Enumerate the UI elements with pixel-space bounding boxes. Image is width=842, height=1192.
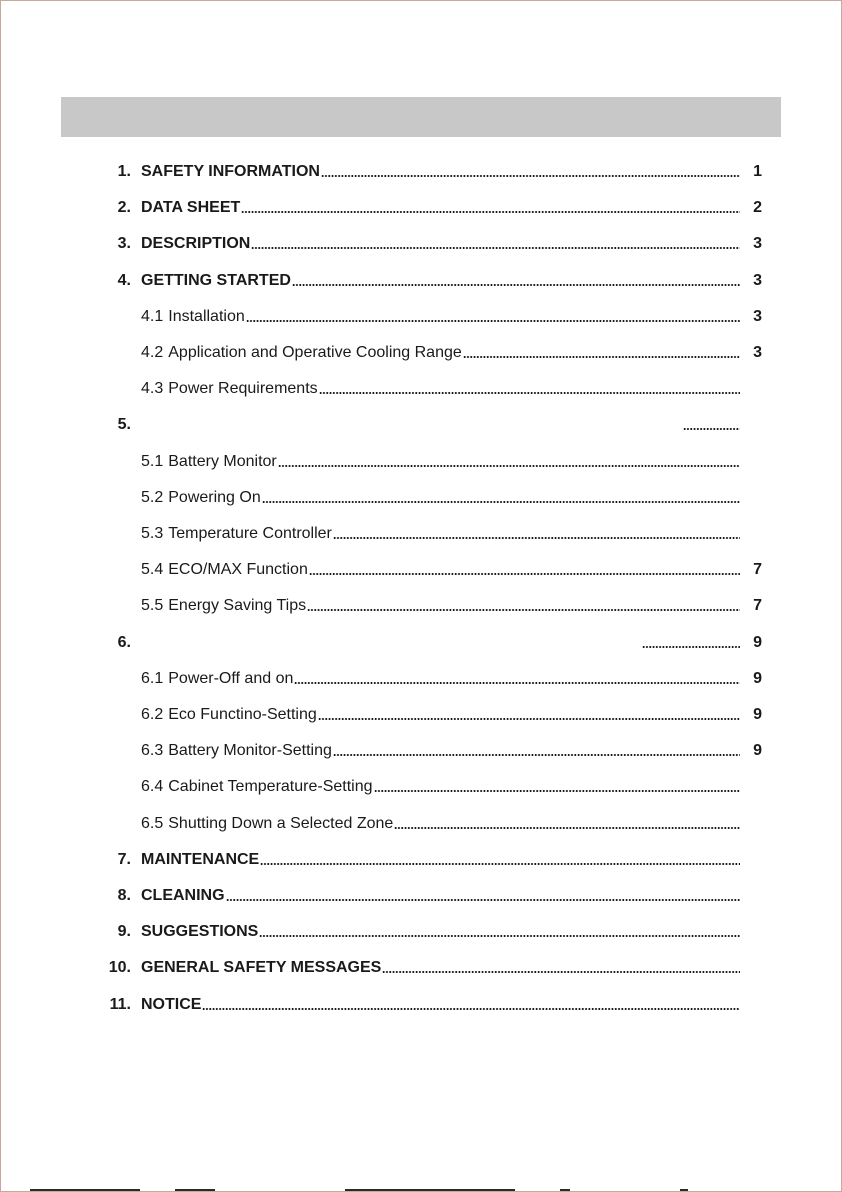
toc-entry-title: Power Requirements [168,380,318,398]
toc-entry-number: 5.1 [141,452,164,470]
toc-entry-title: Powering On [168,488,261,506]
toc-entry-page: 9 [753,669,762,687]
toc-entry-title: NOTICE [141,995,202,1013]
toc-entry-number: 4.2 [141,344,164,361]
toc-entry-title: Battery Monitor [168,452,277,470]
toc-entry-number: 6.1 [141,669,164,687]
toc-entry[interactable] [141,666,762,688]
toc-entry-number: 6.4 [141,778,164,796]
toc-entry-title: DATA SHEET [141,199,241,217]
toc-entry[interactable] [141,774,762,796]
toc-entry[interactable] [90,992,762,1014]
toc-entry[interactable] [141,738,762,760]
toc-entry-title: Battery Monitor-Setting [168,742,332,760]
toc-entry[interactable] [141,376,762,398]
toc-entry-page: 9 [753,706,762,723]
toc-entry[interactable] [141,485,762,507]
toc-entry[interactable] [90,630,762,652]
toc-entry-number: 5.5 [141,597,164,615]
dot-leader [259,935,740,937]
toc-entry-number: 10. [108,959,131,977]
toc-entry-title: MAINTENANCE [141,850,260,868]
toc-entry[interactable] [90,919,762,941]
dot-leader [309,573,740,575]
toc-entry-number: 2. [117,199,131,217]
toc-entry-number: 8. [117,887,131,904]
toc-entry-page: 9 [753,742,762,760]
toc-entry-title: SAFETY INFORMATION [141,163,320,180]
toc-entry-number: 4.3 [141,380,164,398]
toc-entry-number: 5.4 [141,561,164,579]
dot-leader [226,899,740,901]
toc-entry[interactable] [90,883,762,905]
dot-leader [278,465,740,467]
toc-entry-title: CLEANING [141,887,225,904]
toc-entry[interactable] [141,449,762,471]
toc-entry-number: 11. [109,995,131,1013]
toc-entry[interactable] [141,702,762,724]
dot-leader [382,971,740,973]
toc-entry-title: Cabinet Temperature-Setting [168,778,373,796]
dot-leader [294,682,740,684]
scan-edge-marks [0,1186,842,1192]
toc-entry[interactable] [141,811,762,833]
toc-entry[interactable] [90,159,762,181]
toc-entry-number: 5.3 [141,525,164,542]
toc-entry-number: 7. [117,850,131,868]
toc-entry-number: 3. [117,235,131,253]
toc-entry[interactable] [90,268,762,290]
toc-entry-number: 5.2 [141,488,164,506]
dot-leader [262,501,740,503]
dot-leader [319,392,740,394]
dot-leader [251,247,740,249]
toc-entry[interactable] [141,557,762,579]
toc-entry-page: 2 [753,199,762,217]
toc-entry-number: 9. [117,923,131,941]
dot-leader [318,718,740,720]
dot-leader [307,609,740,611]
toc-entry-page: 7 [753,561,762,579]
toc-entry-page: 9 [753,633,762,651]
toc-entry-title: Energy Saving Tips [168,597,307,615]
toc-entry[interactable] [141,593,762,615]
dot-leader [642,646,740,648]
dot-leader [260,863,740,865]
toc-entry-title: GETTING STARTED [141,271,291,289]
toc-entry-title: Application and Operative Cooling Range [168,344,462,361]
toc-entry-number: 4.1 [141,307,164,325]
toc-entry-page: 3 [753,235,762,253]
dot-leader [292,284,740,286]
toc-entry[interactable] [90,412,762,434]
dot-leader [202,1008,740,1010]
toc-entry[interactable] [141,521,762,543]
toc-entry-title: Shutting Down a Selected Zone [168,814,394,832]
toc-entry-number: 6. [117,633,131,651]
dot-leader [333,537,740,539]
toc-entry-page: 1 [753,163,762,180]
toc-entry-number: 6.2 [141,706,164,723]
toc-entry-title: SUGGESTIONS [141,923,259,941]
dot-leader [321,175,740,177]
dot-leader [683,428,740,430]
toc-entry[interactable] [90,847,762,869]
toc-entry-number: 6.3 [141,742,164,760]
dot-leader [333,754,740,756]
toc-entry-title: DESCRIPTION [141,235,251,253]
toc-entry-title: Power-Off and on [168,669,294,687]
toc-entry-number: 4. [117,271,131,289]
toc-entry-page: 3 [753,271,762,289]
toc-entry-title: ECO/MAX Function [168,561,308,579]
toc-entry-title: Temperature Controller [168,525,332,542]
toc-entry-number: 1. [117,163,131,180]
dot-leader [246,320,740,322]
toc-entry-page: 3 [753,307,762,325]
toc-entry-title: Installation [168,307,245,325]
toc-entry-title: Eco Functino-Setting [168,706,317,723]
toc-entry[interactable] [141,304,762,326]
toc-entry[interactable] [141,340,762,362]
toc-entry[interactable] [90,955,762,977]
dot-leader [241,211,740,213]
toc-entry[interactable] [90,231,762,253]
toc-entry-title: GENERAL SAFETY MESSAGES [141,959,382,977]
toc-entry-number: 5. [117,416,131,434]
toc-entry[interactable] [90,195,762,217]
dot-leader [463,356,740,358]
toc-entry-number: 6.5 [141,814,164,832]
toc-entry-page: 3 [753,344,762,361]
dot-leader [394,827,740,829]
header-band [61,97,781,137]
toc-entry-page: 7 [753,597,762,615]
dot-leader [374,790,740,792]
